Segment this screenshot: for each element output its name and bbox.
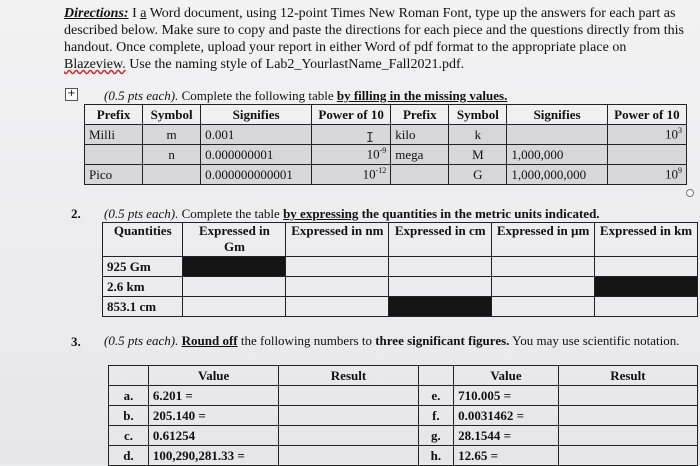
cell-symbol[interactable]: m bbox=[143, 125, 201, 145]
cell-prefix-2[interactable] bbox=[391, 165, 449, 185]
header-letter-2 bbox=[418, 366, 454, 386]
power-exp: 3 bbox=[678, 126, 682, 136]
header-letter bbox=[109, 366, 149, 386]
conversion-table bbox=[102, 222, 698, 317]
directions-text-c: Use the naming style of Lab2_YourlastName_Fall2021.pdf. bbox=[125, 57, 465, 72]
power-exp: 9 bbox=[678, 166, 682, 176]
header-prefix-2: Prefix bbox=[391, 105, 449, 125]
table-resize-handle-icon[interactable] bbox=[686, 189, 694, 197]
result-cell[interactable] bbox=[279, 406, 418, 426]
q1-intro-text: Complete the following table bbox=[178, 88, 337, 103]
header-gm: Expressed in Gm bbox=[183, 223, 286, 257]
q3-intro-pts: (0.5 pts each). bbox=[104, 333, 179, 348]
value-cell: 710.005 = bbox=[454, 386, 559, 406]
cell-symbol[interactable]: n bbox=[143, 145, 201, 165]
table-row bbox=[103, 297, 698, 317]
header-value-2: Value bbox=[454, 366, 559, 386]
header-prefix: Prefix bbox=[85, 105, 143, 125]
cell-prefix[interactable]: Pico bbox=[85, 165, 143, 185]
directions-word-a: a bbox=[140, 6, 147, 21]
answer-cell[interactable] bbox=[492, 297, 595, 317]
directions-text-a: I bbox=[128, 6, 141, 21]
table-row bbox=[85, 145, 687, 165]
header-symbol: Symbol bbox=[143, 105, 201, 125]
row-letter: e. bbox=[418, 386, 454, 406]
header-um: Expressed in µm bbox=[492, 223, 595, 257]
row-letter: h. bbox=[418, 446, 454, 466]
power-base: 10 bbox=[665, 166, 678, 182]
row-letter: c. bbox=[109, 426, 149, 446]
q3-intro bbox=[104, 334, 696, 348]
power-exp: -12 bbox=[375, 166, 387, 176]
value-cell: 0.0031462 = bbox=[454, 406, 559, 426]
q3-intro-mid: the following numbers to bbox=[237, 333, 376, 348]
power-base: 10 bbox=[362, 166, 376, 182]
cell-signifies-2[interactable]: 1,000,000,000 bbox=[507, 165, 607, 185]
value-cell: 100,290,281.33 = bbox=[148, 446, 279, 466]
answer-cell[interactable] bbox=[286, 257, 389, 277]
table-header-row bbox=[103, 223, 698, 257]
quantity-cell[interactable]: 925 Gm bbox=[103, 257, 183, 277]
q2-number: 2. bbox=[71, 206, 81, 221]
blocked-cell bbox=[183, 257, 286, 277]
sigfig-table bbox=[108, 365, 698, 466]
result-cell[interactable] bbox=[279, 426, 418, 446]
power-exp: -9 bbox=[379, 146, 387, 156]
cell-power[interactable] bbox=[312, 165, 391, 185]
table-row bbox=[109, 426, 698, 446]
table-row bbox=[103, 257, 698, 277]
result-cell[interactable] bbox=[558, 406, 697, 426]
directions-paragraph bbox=[64, 5, 689, 73]
header-result: Result bbox=[279, 366, 418, 386]
blocked-cell bbox=[595, 277, 698, 297]
cell-prefix-2[interactable]: mega bbox=[391, 145, 449, 165]
cell-prefix[interactable] bbox=[85, 145, 143, 165]
q2-intro-text: Complete the table bbox=[178, 206, 284, 221]
prefix-table bbox=[84, 104, 687, 185]
q1-intro bbox=[104, 88, 507, 104]
cell-power-2[interactable] bbox=[607, 145, 686, 165]
q3-intro-bold: three significant figures. bbox=[375, 333, 510, 348]
answer-cell[interactable] bbox=[595, 257, 698, 277]
power-base: 10 bbox=[366, 146, 380, 162]
cell-power[interactable] bbox=[312, 125, 391, 145]
result-cell[interactable] bbox=[558, 426, 697, 446]
cell-signifies[interactable]: 0.000000000001 bbox=[201, 165, 312, 185]
header-symbol-2: Symbol bbox=[449, 105, 507, 125]
q1-intro-bold: by filling in the missing values. bbox=[336, 88, 508, 103]
table-row bbox=[109, 406, 698, 426]
value-cell: 6.201 = bbox=[148, 386, 279, 406]
value-cell: 28.1544 = bbox=[454, 426, 559, 446]
answer-cell[interactable] bbox=[492, 277, 595, 297]
row-letter: d. bbox=[109, 446, 149, 466]
q3-intro-round: Round off bbox=[181, 333, 238, 348]
answer-cell[interactable] bbox=[492, 257, 595, 277]
row-letter: a. bbox=[109, 386, 149, 406]
table-row bbox=[85, 125, 687, 145]
cell-power-2[interactable] bbox=[607, 165, 686, 185]
row-letter: f. bbox=[418, 406, 454, 426]
q2-intro bbox=[104, 206, 600, 222]
cell-prefix-2[interactable]: kilo bbox=[391, 125, 449, 145]
table-row bbox=[103, 277, 698, 297]
directions-label: Directions: bbox=[64, 6, 129, 21]
answer-cell[interactable] bbox=[389, 257, 492, 277]
value-cell: 0.61254 bbox=[148, 426, 279, 446]
cell-symbol-2[interactable]: M bbox=[449, 145, 507, 165]
header-value: Value bbox=[148, 366, 279, 386]
cell-prefix[interactable]: Milli bbox=[85, 125, 143, 145]
answer-cell[interactable] bbox=[183, 277, 286, 297]
q2-intro-rest: the quantities in the metric units indicated. bbox=[358, 206, 600, 221]
answer-cell[interactable] bbox=[595, 297, 698, 317]
cell-symbol[interactable] bbox=[143, 165, 201, 185]
answer-cell[interactable] bbox=[389, 277, 492, 297]
header-km: Expressed in km bbox=[595, 223, 698, 257]
row-letter: b. bbox=[109, 406, 149, 426]
cell-power-2[interactable] bbox=[607, 125, 686, 145]
q1-intro-pts: (0.5 pts each). bbox=[104, 88, 179, 103]
header-power: Power of 10 bbox=[312, 105, 391, 125]
q3-intro-rest: You may use scientific notation. bbox=[509, 333, 680, 348]
table-header-row bbox=[85, 105, 687, 125]
header-nm: Expressed in nm bbox=[286, 223, 389, 257]
directions-text-b: Word document, using 12-point Times New Roman Font, type up the answers for each part as described below. Make sure to copy and paste the directions for each piece and the questions directly from this handout. Once complete, upload your report in either Word of pdf format to the appropriate place on bbox=[64, 6, 684, 55]
blocked-cell bbox=[389, 297, 492, 317]
answer-cell[interactable] bbox=[286, 277, 389, 297]
header-power-2: Power of 10 bbox=[607, 105, 686, 125]
answer-cell[interactable] bbox=[183, 297, 286, 317]
header-signifies: Signifies bbox=[201, 105, 312, 125]
value-cell: 12.65 = bbox=[454, 446, 559, 466]
table-row bbox=[109, 386, 698, 406]
cell-signifies[interactable]: 0.000000001 bbox=[201, 145, 312, 165]
cell-symbol-2[interactable]: G bbox=[449, 165, 507, 185]
cell-symbol-2[interactable]: k bbox=[449, 125, 507, 145]
table-row bbox=[85, 165, 687, 185]
table-move-handle-icon[interactable]: + bbox=[65, 88, 78, 101]
result-cell[interactable] bbox=[558, 386, 697, 406]
row-letter: g. bbox=[418, 426, 454, 446]
header-signifies-2: Signifies bbox=[507, 105, 607, 125]
q2-intro-bold: by expressing bbox=[283, 206, 359, 221]
quantity-cell[interactable]: 2.6 km bbox=[103, 277, 183, 297]
result-cell[interactable] bbox=[279, 386, 418, 406]
answer-cell[interactable] bbox=[286, 297, 389, 317]
cell-signifies-2[interactable]: 1,000,000 bbox=[507, 145, 607, 165]
value-cell: 205.140 = bbox=[148, 406, 279, 426]
quantity-cell[interactable]: 853.1 cm bbox=[103, 297, 183, 317]
cell-signifies-2[interactable] bbox=[507, 125, 607, 145]
power-base: 10 bbox=[665, 126, 678, 142]
header-quantities: Quantities bbox=[103, 223, 183, 257]
text-cursor-icon: I bbox=[366, 131, 374, 146]
blazeview-link[interactable]: Blazeview. bbox=[64, 57, 126, 72]
table-header-row bbox=[109, 366, 698, 386]
cell-power[interactable] bbox=[312, 145, 391, 165]
cell-signifies[interactable]: 0.001 bbox=[201, 125, 312, 145]
q3-number: 3. bbox=[71, 334, 81, 349]
header-result-2: Result bbox=[558, 366, 697, 386]
q2-intro-pts: (0.5 pts each). bbox=[104, 206, 179, 221]
header-cm: Expressed in cm bbox=[389, 223, 492, 257]
